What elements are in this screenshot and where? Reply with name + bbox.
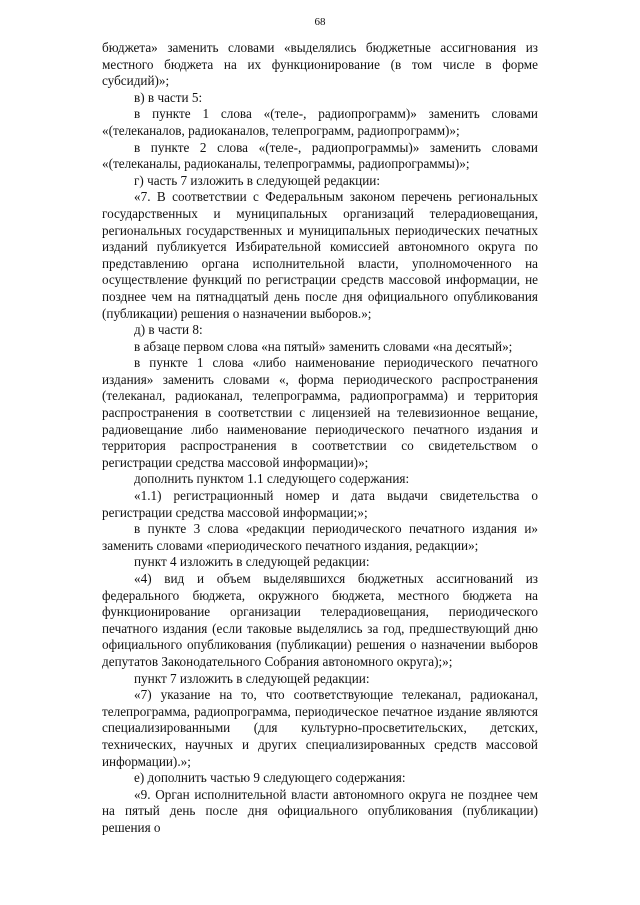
document-body xyxy=(102,40,538,837)
paragraph: «4) вид и объем выделявшихся бюджетных ассигнований из федерального бюджета, окружного бюджета, местного бюджета на функционирование организации телерадиовещания, периодического печатного издания (если таковые выделялись за год, предшествующий дню официального опубликования (публикации) решения о назначении выборов депутатов Законодательного Собрания автономного округа);»; xyxy=(102,571,538,669)
paragraph: «7) указание на то, что соответствующие телеканал, радиоканал, телепрограмма, радиопрограмма, периодическое печатное издание являются специализированными (для культурно-просветительских, детских, технических, научных и других специализированных средств массовой информации).»; xyxy=(102,687,538,769)
paragraph: «7. В соответствии с Федеральным законом перечень региональных государственных и муниципальных организаций телерадиовещания, региональных государственных и муниципальных периодических печатных изданий публикуется Избирательной комиссией автономного округа по представлению органа исполнительной власти, уполномоченного на осуществление функций по регистрации средств массовой информации, не позднее чем на пятнадцатый день после дня официального опубликования (публикации) решения о назначении выборов.»; xyxy=(102,189,538,321)
paragraph: г) часть 7 изложить в следующей редакции: xyxy=(134,172,380,188)
paragraph: «1.1) регистрационный номер и дата выдачи свидетельства о регистрации средства массовой информации;»; xyxy=(102,488,538,520)
paragraph: в абзаце первом слова «на пятый» заменить словами «на десятый»; xyxy=(134,338,513,354)
paragraph: е) дополнить частью 9 следующего содержания: xyxy=(134,770,406,786)
paragraph: в пункте 2 слова «(теле-, радиопрограммы)» заменить словами «(телеканалы, радиоканалы, телепрограммы, радиопрограммы)»; xyxy=(102,139,538,172)
paragraph: д) в части 8: xyxy=(134,322,203,338)
paragraph: пункт 4 изложить в следующей редакции: xyxy=(134,554,370,570)
paragraph: в пункте 1 слова «(теле-, радиопрограмм)» заменить словами «(телеканалов, радиоканалов, телепрограмм, радиопрограмм)»; xyxy=(102,106,538,138)
paragraph: «9. Орган исполнительной власти автономного округа не позднее чем на пятый день после дня официального опубликования (публикации) решения о xyxy=(102,786,538,835)
paragraph: дополнить пунктом 1.1 следующего содержания: xyxy=(134,471,410,487)
paragraph: в пункте 1 слова «либо наименование периодического печатного издания» заменить словами «, форма периодического распространения (телеканал, радиоканал, телепрограмма, радиопрограмма) и территория распространения в соответствии с лицензией на телевизионное вещание, радиовещание либо наименование периодического печатного издания и территория распространения в соответствии со свидетельством о регистрации средства массовой информации)»; xyxy=(102,355,538,470)
paragraph: в пункте 3 слова «редакции периодического печатного издания и» заменить словами «периодического печатного издания, редакции»; xyxy=(102,521,538,553)
paragraph: пункт 7 изложить в следующей редакции: xyxy=(134,670,370,686)
page-number: 68 xyxy=(314,16,326,28)
paragraph: бюджета» заменить словами «выделялись бюджетные ассигнования из местного бюджета на их функционирование (в том числе в форме субсидий)»; xyxy=(102,40,538,89)
paragraph: в) в части 5: xyxy=(134,89,203,105)
